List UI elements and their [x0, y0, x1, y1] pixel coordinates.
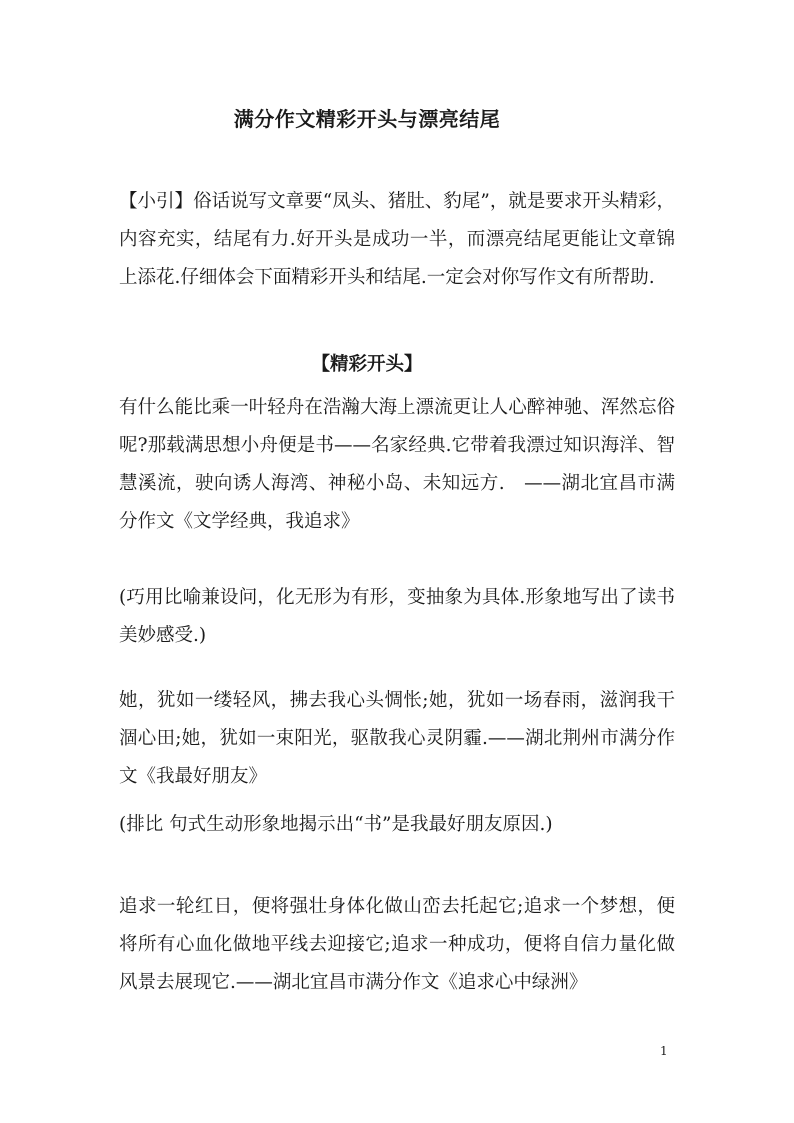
document-title: 满分作文精彩开头与漂亮结尾: [233, 107, 501, 131]
page-number: 1: [660, 1044, 668, 1058]
example-1-text: 有什么能比乘一叶轻舟在浩瀚大海上漂流更让人心醉神驰、浑然忘俗呢?那载满思想小舟便是书——名家经典.它带着我漂过知识海洋、智慧溪流，驶向诱人海湾、神秘小岛、未知远方. ——湖北宜昌市满分作文《文学经典，我追求》: [119, 397, 675, 532]
intro-paragraph: 【小引】俗话说写文章要“凤头、猪肚、豹尾”，就是要求开头精彩，内容充实，结尾有力.好开头是成功一半，而漂亮结尾更能让文章锦上添花.仔细体会下面精彩开头和结尾.一定会对你写作文有所帮助.: [119, 191, 675, 288]
example-1-comment: (巧用比喻兼设问，化无形为有形，变抽象为具体.形象地写出了读书美妙感受.): [119, 587, 675, 646]
example-2-comment: (排比 句式生动形象地揭示出“书”是我最好朋友原因.): [119, 814, 553, 835]
section-heading: 【精彩开头】: [311, 354, 423, 375]
example-2-text: 她，犹如一缕轻风，拂去我心头惆怅;她，犹如一场春雨，滋润我干涸心田;她，犹如一束阳光，驱散我心灵阴霾.——湖北荆州市满分作文《我最好朋友》: [119, 690, 675, 787]
example-3-text: 追求一轮红日，便将强壮身体化做山峦去托起它;追求一个梦想，便将所有心血化做地平线去迎接它;追求一种成功，便将自信力量化做风景去展现它.——湖北宜昌市满分作文《追求心中绿洲》: [119, 896, 675, 993]
